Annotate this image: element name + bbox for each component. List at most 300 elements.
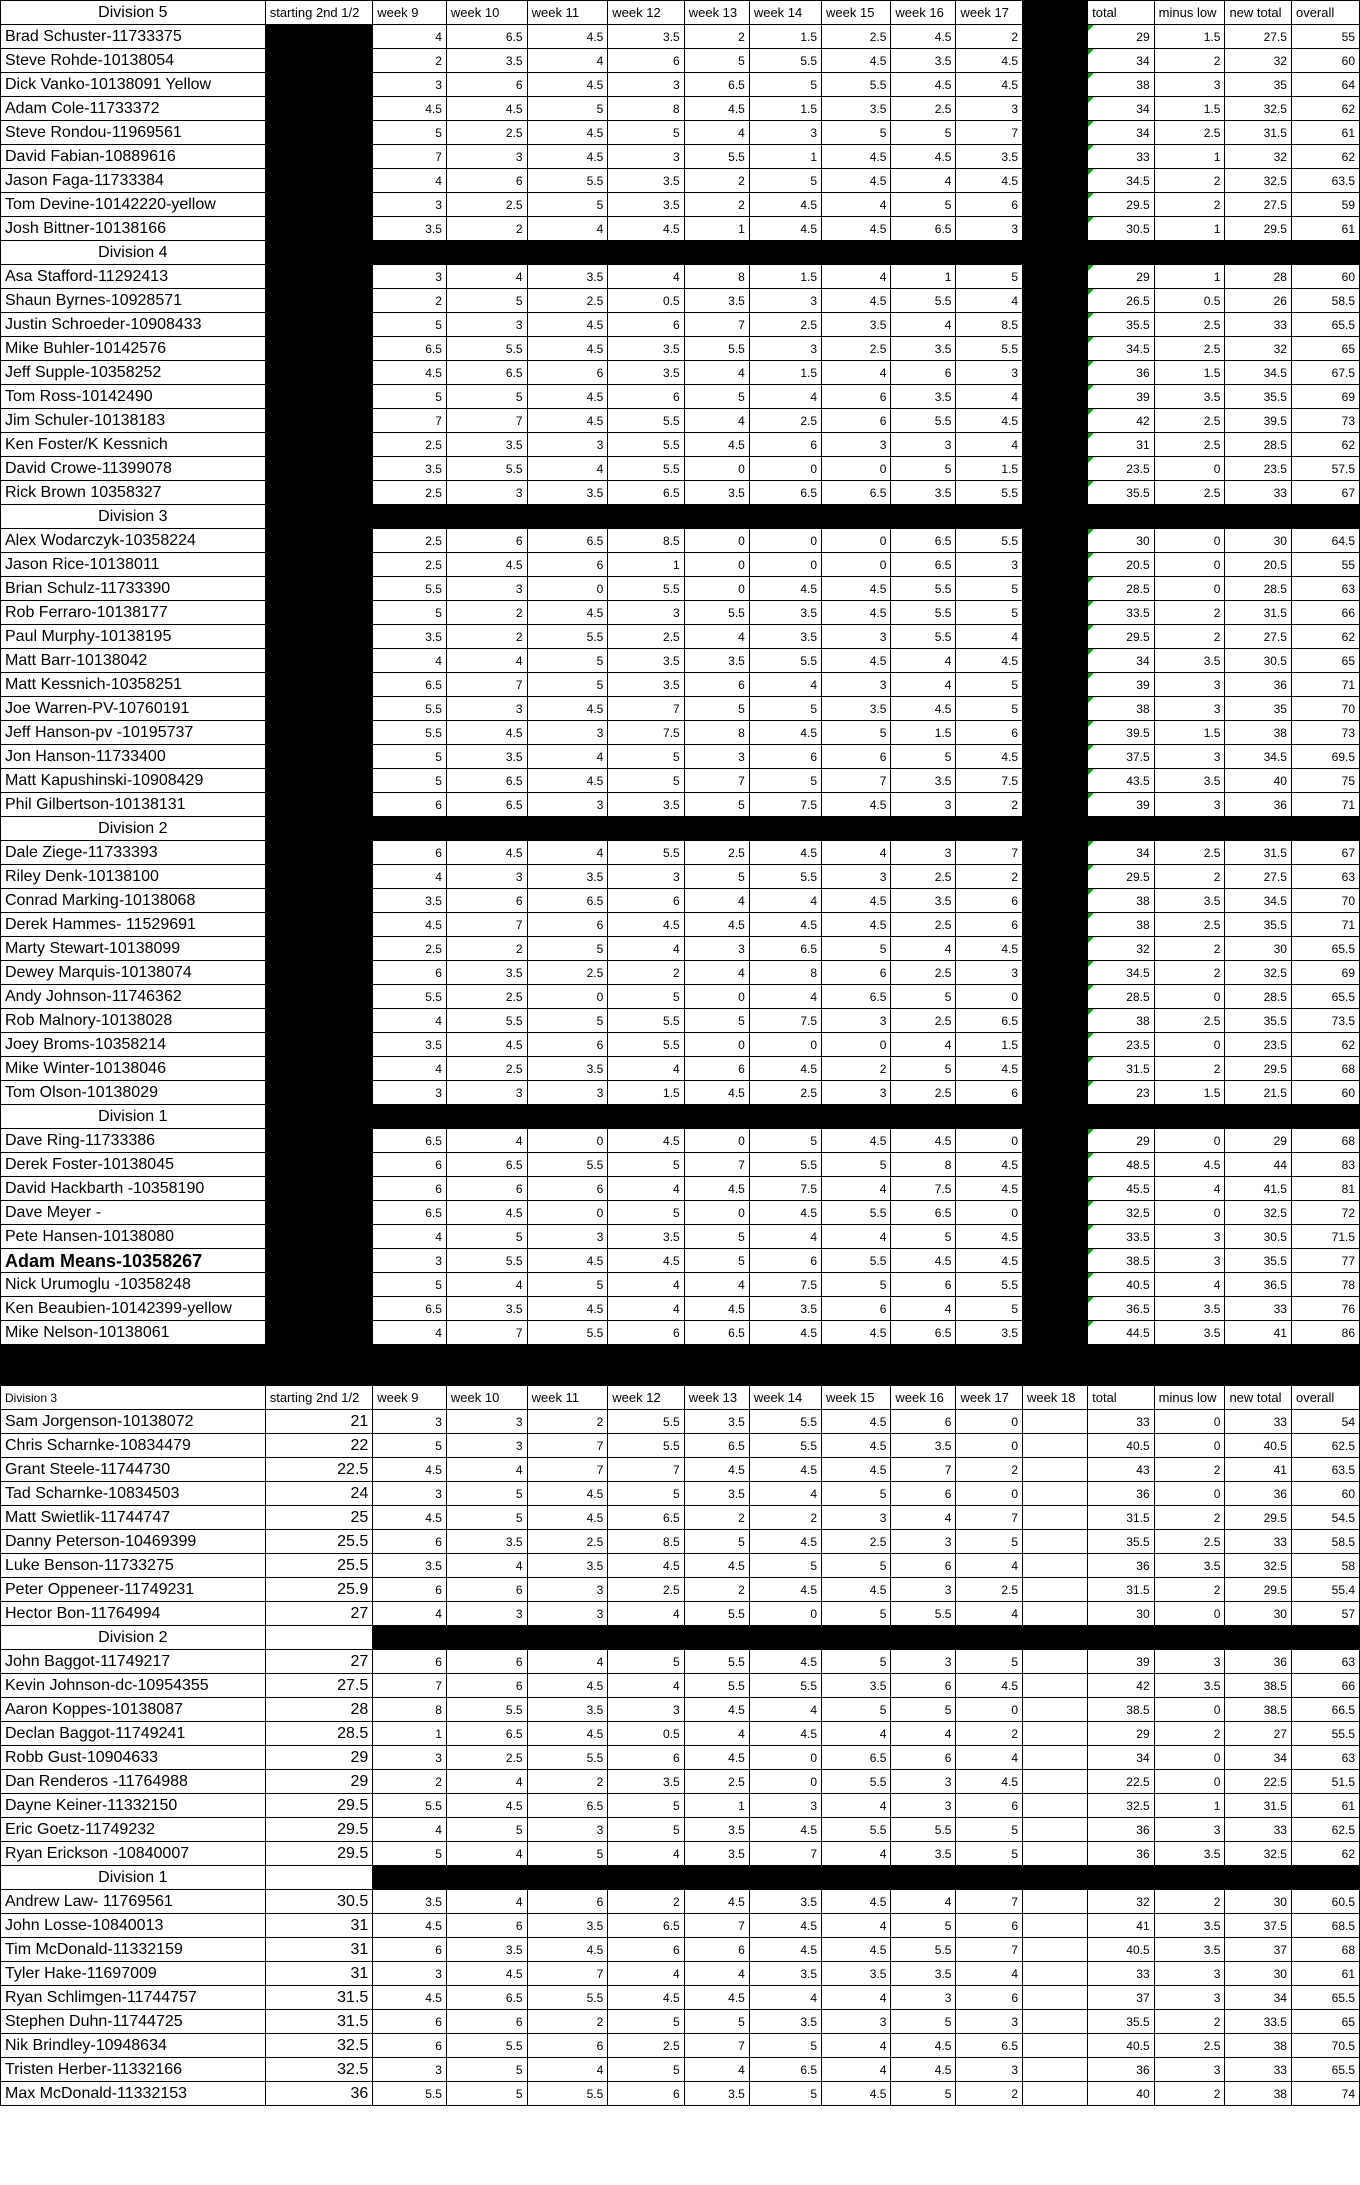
table-row bbox=[1, 793, 1360, 817]
new-total: 31.5 bbox=[1225, 1794, 1292, 1818]
column-header: new total bbox=[1225, 1, 1292, 25]
week-score: 2 bbox=[684, 25, 749, 49]
table-row bbox=[1, 433, 1360, 457]
player-name: Rob Ferraro-10138177 bbox=[1, 601, 266, 625]
divider-fill bbox=[1023, 1105, 1088, 1129]
week-score: 2.5 bbox=[527, 289, 608, 313]
week-score: 7 bbox=[373, 145, 447, 169]
division-title: Division 1 bbox=[1, 1866, 266, 1890]
week-score: 6 bbox=[373, 1938, 447, 1962]
week-score: 2.5 bbox=[891, 913, 956, 937]
week-18-blank bbox=[1023, 1153, 1088, 1177]
week-score: 4.5 bbox=[956, 1770, 1023, 1794]
week-score: 2.5 bbox=[822, 337, 891, 361]
week-score: 6.5 bbox=[891, 553, 956, 577]
week-score: 5.5 bbox=[956, 529, 1023, 553]
week-score: 6 bbox=[956, 889, 1023, 913]
week-score: 5.5 bbox=[608, 409, 684, 433]
week-score: 6 bbox=[891, 1746, 956, 1770]
week-score: 4.5 bbox=[527, 337, 608, 361]
week-score: 6 bbox=[373, 961, 447, 985]
starting-blank bbox=[265, 193, 373, 217]
week-score: 3.5 bbox=[749, 1890, 821, 1914]
standings-table-2 bbox=[0, 1385, 1360, 2106]
divider-fill bbox=[1154, 1626, 1225, 1650]
starting-score: 31.5 bbox=[265, 2010, 373, 2034]
divider-fill bbox=[1088, 1626, 1155, 1650]
new-total: 32.5 bbox=[1225, 169, 1292, 193]
week-score: 4.5 bbox=[891, 2034, 956, 2058]
overall: 83 bbox=[1291, 1153, 1359, 1177]
divider-fill bbox=[265, 241, 373, 265]
total: 39 bbox=[1088, 385, 1155, 409]
week-score: 6 bbox=[446, 1914, 527, 1938]
week-score: 6 bbox=[446, 73, 527, 97]
minus-low: 3.5 bbox=[1154, 1321, 1225, 1345]
week-score: 3.5 bbox=[749, 601, 821, 625]
week-score: 2.5 bbox=[822, 25, 891, 49]
week-score: 5 bbox=[608, 769, 684, 793]
new-total: 27.5 bbox=[1225, 865, 1292, 889]
week-score: 3.5 bbox=[373, 217, 447, 241]
divider-fill bbox=[527, 1626, 608, 1650]
week-score: 3.5 bbox=[891, 769, 956, 793]
table-row bbox=[1, 625, 1360, 649]
week-score: 4 bbox=[822, 1986, 891, 2010]
week-score: 4.5 bbox=[822, 889, 891, 913]
total: 31.5 bbox=[1088, 1578, 1155, 1602]
week-score: 5 bbox=[891, 2010, 956, 2034]
week-score: 4 bbox=[373, 1602, 447, 1626]
week-score: 4 bbox=[608, 1297, 684, 1321]
new-total: 31.5 bbox=[1225, 841, 1292, 865]
week-score: 3.5 bbox=[956, 145, 1023, 169]
week-score: 5 bbox=[684, 1249, 749, 1273]
week-score: 5 bbox=[446, 2082, 527, 2106]
week-score: 3 bbox=[822, 1081, 891, 1105]
week-score: 1.5 bbox=[749, 361, 821, 385]
starting-blank bbox=[265, 841, 373, 865]
starting-blank bbox=[265, 769, 373, 793]
starting-score: 29.5 bbox=[265, 1818, 373, 1842]
divider-fill bbox=[1154, 1105, 1225, 1129]
week-score: 5.5 bbox=[446, 2034, 527, 2058]
divider-fill bbox=[1225, 241, 1292, 265]
week-18-score bbox=[1023, 1530, 1088, 1554]
new-total: 34.5 bbox=[1225, 361, 1292, 385]
starting-score: 31 bbox=[265, 1938, 373, 1962]
player-name: Nick Urumoglu -10358248 bbox=[1, 1273, 266, 1297]
week-score: 3 bbox=[684, 937, 749, 961]
divider-fill bbox=[608, 1105, 684, 1129]
week-score: 7 bbox=[446, 1321, 527, 1345]
week-score: 5 bbox=[527, 937, 608, 961]
week-score: 6 bbox=[446, 889, 527, 913]
week-score: 4 bbox=[608, 265, 684, 289]
week-score: 5 bbox=[891, 985, 956, 1009]
week-score: 3.5 bbox=[684, 1482, 749, 1506]
week-score: 5 bbox=[822, 937, 891, 961]
new-total: 30 bbox=[1225, 1602, 1292, 1626]
divider-fill bbox=[527, 1105, 608, 1129]
week-score: 5 bbox=[956, 697, 1023, 721]
week-score: 6 bbox=[527, 1890, 608, 1914]
column-header: overall bbox=[1291, 1386, 1359, 1410]
week-score: 2 bbox=[527, 2010, 608, 2034]
table-row bbox=[1, 73, 1360, 97]
week-score: 3 bbox=[956, 961, 1023, 985]
week-18-blank bbox=[1023, 697, 1088, 721]
separator-cell bbox=[373, 1345, 447, 1385]
new-total: 30 bbox=[1225, 1890, 1292, 1914]
column-header: week 10 bbox=[446, 1386, 527, 1410]
table-row bbox=[1, 2034, 1360, 2058]
new-total: 33 bbox=[1225, 1297, 1292, 1321]
week-score: 6.5 bbox=[527, 529, 608, 553]
week-score: 4 bbox=[822, 1177, 891, 1201]
week-score: 4.5 bbox=[822, 1458, 891, 1482]
week-score: 4.5 bbox=[822, 289, 891, 313]
week-score: 3.5 bbox=[373, 889, 447, 913]
starting-score: 25.9 bbox=[265, 1578, 373, 1602]
week-score: 5.5 bbox=[446, 1249, 527, 1273]
total: 40.5 bbox=[1088, 1938, 1155, 1962]
week-score: 5.5 bbox=[891, 1602, 956, 1626]
week-score: 0 bbox=[684, 457, 749, 481]
week-18-score bbox=[1023, 1698, 1088, 1722]
week-score: 4 bbox=[822, 361, 891, 385]
week-score: 4.5 bbox=[891, 25, 956, 49]
starting-score: 36 bbox=[265, 2082, 373, 2106]
week-score: 4.5 bbox=[822, 649, 891, 673]
minus-low: 3 bbox=[1154, 1225, 1225, 1249]
divider-start-blank bbox=[265, 1866, 373, 1890]
week-score: 3.5 bbox=[684, 2082, 749, 2106]
week-score: 4.5 bbox=[749, 1321, 821, 1345]
table-row bbox=[1, 721, 1360, 745]
total: 39.5 bbox=[1088, 721, 1155, 745]
week-score: 5 bbox=[527, 97, 608, 121]
overall: 63 bbox=[1291, 865, 1359, 889]
week-score: 4 bbox=[891, 1722, 956, 1746]
week-score: 6 bbox=[822, 385, 891, 409]
player-name: Nik Brindley-10948634 bbox=[1, 2034, 266, 2058]
week-18-blank bbox=[1023, 409, 1088, 433]
week-score: 5 bbox=[822, 1554, 891, 1578]
week-score: 3.5 bbox=[822, 1674, 891, 1698]
week-score: 5.5 bbox=[373, 985, 447, 1009]
week-score: 0 bbox=[749, 1770, 821, 1794]
total: 29 bbox=[1088, 1722, 1155, 1746]
week-score: 5.5 bbox=[608, 577, 684, 601]
new-total: 27 bbox=[1225, 1722, 1292, 1746]
week-score: 4.5 bbox=[608, 217, 684, 241]
minus-low: 0 bbox=[1154, 1482, 1225, 1506]
week-score: 2.5 bbox=[822, 1530, 891, 1554]
week-score: 4.5 bbox=[749, 1938, 821, 1962]
week-score: 3 bbox=[527, 721, 608, 745]
week-18-score bbox=[1023, 1842, 1088, 1866]
week-score: 5 bbox=[684, 1009, 749, 1033]
week-score: 3 bbox=[608, 601, 684, 625]
week-18-blank bbox=[1023, 1081, 1088, 1105]
table-row bbox=[1, 1009, 1360, 1033]
divider-fill bbox=[891, 505, 956, 529]
divider-fill bbox=[265, 1105, 373, 1129]
week-score: 4 bbox=[956, 433, 1023, 457]
minus-low: 1.5 bbox=[1154, 361, 1225, 385]
week-score: 4.5 bbox=[956, 745, 1023, 769]
total: 30.5 bbox=[1088, 217, 1155, 241]
new-total: 33 bbox=[1225, 481, 1292, 505]
new-total: 35.5 bbox=[1225, 1249, 1292, 1273]
week-score: 5.5 bbox=[684, 145, 749, 169]
table-row bbox=[1, 1081, 1360, 1105]
week-score: 3.5 bbox=[684, 1818, 749, 1842]
divider-fill bbox=[1023, 1866, 1088, 1890]
table-row bbox=[1, 1530, 1360, 1554]
table-row bbox=[1, 1986, 1360, 2010]
player-name: Mike Winter-10138046 bbox=[1, 1057, 266, 1081]
divider-fill bbox=[373, 505, 447, 529]
week-score: 4 bbox=[446, 649, 527, 673]
week-18-score bbox=[1023, 1986, 1088, 2010]
new-total: 41.5 bbox=[1225, 1177, 1292, 1201]
separator-cell bbox=[608, 1345, 684, 1385]
table-row bbox=[1, 1410, 1360, 1434]
week-score: 6 bbox=[373, 1650, 447, 1674]
player-name: Andrew Law- 11769561 bbox=[1, 1890, 266, 1914]
week-score: 3.5 bbox=[891, 1962, 956, 1986]
week-score: 2.5 bbox=[891, 1081, 956, 1105]
week-score: 1 bbox=[608, 553, 684, 577]
week-score: 3 bbox=[749, 337, 821, 361]
total: 33 bbox=[1088, 145, 1155, 169]
total: 40.5 bbox=[1088, 1434, 1155, 1458]
new-total: 27.5 bbox=[1225, 625, 1292, 649]
total: 38 bbox=[1088, 889, 1155, 913]
week-18-score bbox=[1023, 1818, 1088, 1842]
week-score: 5 bbox=[749, 169, 821, 193]
starting-score: 27 bbox=[265, 1650, 373, 1674]
week-score: 4.5 bbox=[891, 2058, 956, 2082]
week-score: 7 bbox=[608, 697, 684, 721]
week-score: 3.5 bbox=[446, 1938, 527, 1962]
total: 36 bbox=[1088, 1818, 1155, 1842]
week-score: 2 bbox=[822, 1057, 891, 1081]
division-title: Division 2 bbox=[1, 817, 266, 841]
table-row bbox=[1, 841, 1360, 865]
table-row bbox=[1, 1770, 1360, 1794]
separator-cell bbox=[1291, 1345, 1359, 1385]
minus-low: 3.5 bbox=[1154, 889, 1225, 913]
week-score: 5.5 bbox=[527, 1321, 608, 1345]
divider-fill bbox=[527, 817, 608, 841]
total: 34 bbox=[1088, 49, 1155, 73]
column-header: week 13 bbox=[684, 1, 749, 25]
divider-fill bbox=[1088, 241, 1155, 265]
minus-low: 0 bbox=[1154, 1770, 1225, 1794]
week-score: 3.5 bbox=[891, 337, 956, 361]
total: 44.5 bbox=[1088, 1321, 1155, 1345]
player-name: Kevin Johnson-dc-10954355 bbox=[1, 1674, 266, 1698]
total: 33.5 bbox=[1088, 1225, 1155, 1249]
week-score: 4.5 bbox=[822, 1938, 891, 1962]
overall: 60 bbox=[1291, 1081, 1359, 1105]
week-score: 2.5 bbox=[446, 121, 527, 145]
week-score: 3.5 bbox=[527, 265, 608, 289]
week-score: 4.5 bbox=[608, 1249, 684, 1273]
overall: 62 bbox=[1291, 433, 1359, 457]
week-score: 4 bbox=[608, 1602, 684, 1626]
starting-blank bbox=[265, 73, 373, 97]
week-score: 5 bbox=[822, 121, 891, 145]
week-score: 5 bbox=[891, 1057, 956, 1081]
week-score: 3 bbox=[527, 1578, 608, 1602]
week-score: 8 bbox=[749, 961, 821, 985]
overall: 62 bbox=[1291, 97, 1359, 121]
starting-blank bbox=[265, 289, 373, 313]
week-score: 6.5 bbox=[749, 937, 821, 961]
divider-fill bbox=[1088, 1866, 1155, 1890]
week-score: 4.5 bbox=[684, 1698, 749, 1722]
week-score: 6 bbox=[608, 889, 684, 913]
total: 36 bbox=[1088, 1554, 1155, 1578]
overall: 57.5 bbox=[1291, 457, 1359, 481]
week-18-blank bbox=[1023, 1033, 1088, 1057]
week-score: 0 bbox=[956, 1201, 1023, 1225]
overall: 65.5 bbox=[1291, 985, 1359, 1009]
week-18-score bbox=[1023, 1674, 1088, 1698]
table-row bbox=[1, 457, 1360, 481]
week-score: 2 bbox=[446, 937, 527, 961]
total: 37.5 bbox=[1088, 745, 1155, 769]
week-score: 6 bbox=[373, 841, 447, 865]
table-row bbox=[1, 313, 1360, 337]
week-score: 0 bbox=[684, 1129, 749, 1153]
player-name: Shaun Byrnes-10928571 bbox=[1, 289, 266, 313]
week-score: 4.5 bbox=[373, 97, 447, 121]
week-score: 5 bbox=[527, 673, 608, 697]
week-score: 4.5 bbox=[822, 145, 891, 169]
column-header: minus low bbox=[1154, 1386, 1225, 1410]
week-score: 7 bbox=[684, 1914, 749, 1938]
week-score: 3.5 bbox=[527, 1914, 608, 1938]
overall: 74 bbox=[1291, 2082, 1359, 2106]
starting-blank bbox=[265, 361, 373, 385]
week-score: 7 bbox=[446, 913, 527, 937]
minus-low: 2.5 bbox=[1154, 2034, 1225, 2058]
total: 39 bbox=[1088, 1650, 1155, 1674]
week-score: 3 bbox=[608, 73, 684, 97]
week-score: 3 bbox=[956, 361, 1023, 385]
overall: 73 bbox=[1291, 721, 1359, 745]
week-score: 4 bbox=[446, 265, 527, 289]
player-name: Tyler Hake-11697009 bbox=[1, 1962, 266, 1986]
table-row bbox=[1, 337, 1360, 361]
divider-fill bbox=[891, 817, 956, 841]
week-score: 4 bbox=[684, 2058, 749, 2082]
minus-low: 2.5 bbox=[1154, 121, 1225, 145]
column-header: week 12 bbox=[608, 1, 684, 25]
week-score: 5 bbox=[749, 697, 821, 721]
total: 28.5 bbox=[1088, 577, 1155, 601]
week-score: 5.5 bbox=[822, 1249, 891, 1273]
week-score: 0 bbox=[956, 1698, 1023, 1722]
divider-fill bbox=[1291, 1866, 1359, 1890]
divider-fill bbox=[1225, 1105, 1292, 1129]
table-row bbox=[1, 913, 1360, 937]
week-score: 5.5 bbox=[373, 721, 447, 745]
week-score: 7 bbox=[956, 1938, 1023, 1962]
total: 29.5 bbox=[1088, 865, 1155, 889]
minus-low: 2 bbox=[1154, 2010, 1225, 2034]
week-score: 6.5 bbox=[891, 1321, 956, 1345]
column-header: week 13 bbox=[684, 1386, 749, 1410]
week-score: 4.5 bbox=[373, 1986, 447, 2010]
new-total: 35.5 bbox=[1225, 1009, 1292, 1033]
week-18-blank bbox=[1023, 1249, 1088, 1273]
starting-score: 32.5 bbox=[265, 2034, 373, 2058]
header-division-title: Division 3 bbox=[1, 1386, 266, 1410]
week-score: 4.5 bbox=[822, 601, 891, 625]
week-score: 4.5 bbox=[684, 1297, 749, 1321]
player-name: Marty Stewart-10138099 bbox=[1, 937, 266, 961]
player-name: Peter Oppeneer-11749231 bbox=[1, 1578, 266, 1602]
week-score: 3 bbox=[891, 1578, 956, 1602]
week-score: 0 bbox=[684, 1201, 749, 1225]
starting-blank bbox=[265, 481, 373, 505]
player-name: Asa Stafford-11292413 bbox=[1, 265, 266, 289]
player-name: Alex Wodarczyk-10358224 bbox=[1, 529, 266, 553]
starting-blank bbox=[265, 1249, 373, 1273]
new-total: 38 bbox=[1225, 721, 1292, 745]
week-score: 3.5 bbox=[527, 1698, 608, 1722]
minus-low: 3 bbox=[1154, 1818, 1225, 1842]
divider-fill bbox=[1023, 817, 1088, 841]
week-score: 6 bbox=[608, 1321, 684, 1345]
total: 30 bbox=[1088, 529, 1155, 553]
week-score: 3 bbox=[956, 217, 1023, 241]
week-score: 1.5 bbox=[749, 25, 821, 49]
starting-blank bbox=[265, 265, 373, 289]
week-score: 4 bbox=[956, 1554, 1023, 1578]
player-name: Jon Hanson-11733400 bbox=[1, 745, 266, 769]
total: 35.5 bbox=[1088, 2010, 1155, 2034]
overall: 86 bbox=[1291, 1321, 1359, 1345]
column-header: week 17 bbox=[956, 1, 1023, 25]
table-row bbox=[1, 1201, 1360, 1225]
week-score: 3 bbox=[749, 121, 821, 145]
week-score: 3 bbox=[527, 1225, 608, 1249]
week-score: 6.5 bbox=[749, 2058, 821, 2082]
week-score: 5.5 bbox=[891, 289, 956, 313]
total: 29 bbox=[1088, 265, 1155, 289]
minus-low: 4 bbox=[1154, 1273, 1225, 1297]
starting-blank bbox=[265, 625, 373, 649]
week-score: 4.5 bbox=[956, 1153, 1023, 1177]
week-score: 0 bbox=[527, 1129, 608, 1153]
new-total: 37 bbox=[1225, 1938, 1292, 1962]
week-score: 5.5 bbox=[891, 601, 956, 625]
week-score: 2.5 bbox=[749, 313, 821, 337]
overall: 65.5 bbox=[1291, 313, 1359, 337]
week-score: 4.5 bbox=[822, 1321, 891, 1345]
week-score: 4.5 bbox=[684, 1986, 749, 2010]
overall: 65.5 bbox=[1291, 937, 1359, 961]
overall: 78 bbox=[1291, 1273, 1359, 1297]
week-score: 4.5 bbox=[527, 1249, 608, 1273]
